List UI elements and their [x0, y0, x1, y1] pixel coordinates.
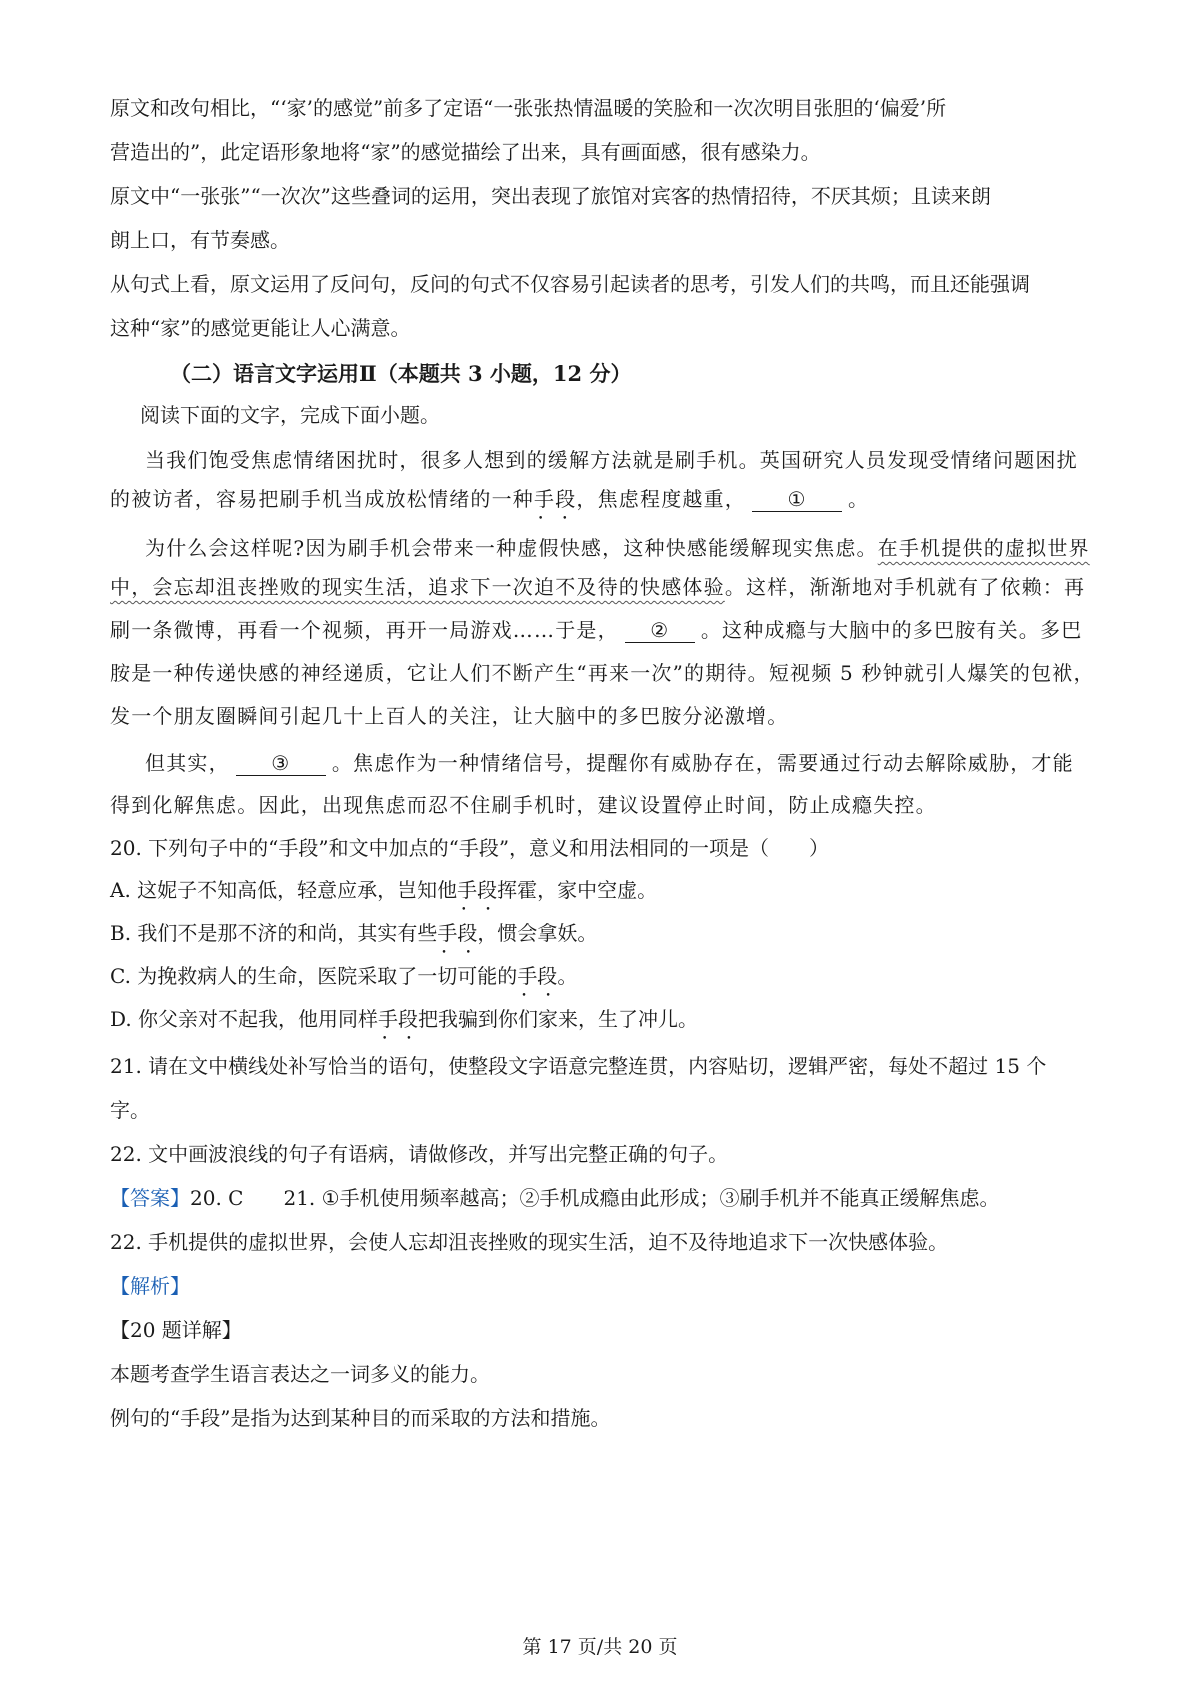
question-20-option-a	[110, 875, 657, 905]
question-20-stem: 20. 下列句子中的“手段”和文中加点的“手段”，意义和用法相同的一项是（ ）	[110, 836, 830, 860]
question-21-line-2: 字。	[110, 1098, 150, 1122]
passage-p2-line-1	[145, 533, 1090, 563]
blank-2: ②	[625, 618, 695, 643]
dotted-keyword: 手段 • •	[534, 484, 576, 514]
answer-line-1	[110, 1183, 1000, 1213]
section-title: （二）语言文字运用Ⅱ（本题共 3 小题，12 分）	[170, 361, 632, 386]
reading-instruction: 阅读下面的文字，完成下面小题。	[140, 403, 440, 427]
explanation-paragraph-3-line-1: 从句式上看，原文运用了反问句，反问的句式不仅容易引起读者的思考，引发人们的共鸣，而且还能强调	[110, 272, 1030, 296]
passage-p2-line-5: 发一个朋友圈瞬间引起几十上百人的关注，让大脑中的多巴胺分泌激增。	[110, 704, 789, 728]
passage-text: ，焦虑程度越重，	[576, 487, 747, 511]
blank-3: ③	[236, 751, 326, 776]
passage-text: 刷一条微博，再看一个视频，再开一局游戏……于是，	[110, 618, 619, 642]
option-text: B. 我们不是那不济的和尚，其实有些	[110, 921, 438, 945]
passage-p2-line-4: 胺是一种传递快感的神经递质，它让人们不断产生“再来一次”的期待。短视频 5 秒钟就引人爆笑的包袱，	[110, 661, 1095, 685]
passage-text: 。这样，渐渐地对手机就有了依赖：再	[724, 575, 1086, 599]
explanation-paragraph-2-line-1: 原文中“一张张”“一次次”这些叠词的运用，突出表现了旅馆对宾客的热情招待，不厌其烦；且读来朗	[110, 184, 991, 208]
dotted-keyword: 手段 • •	[517, 961, 557, 991]
analysis-label: 【解析】	[110, 1274, 190, 1298]
passage-text: 为什么会这样呢?因为刷手机会带来一种虚假快感，这种快感能缓解现实焦虑。	[145, 536, 878, 560]
option-text: ，惯会拿妖。	[477, 921, 598, 945]
passage-p2-line-3	[110, 615, 1082, 645]
passage-p1-line-2	[110, 484, 869, 514]
passage-text: 。	[848, 487, 870, 511]
q20-detail-heading: 【20 题详解】	[110, 1318, 242, 1342]
explanation-paragraph-1-line-2: 营造出的”，此定语形象地将“家”的感觉描绘了出来，具有画面感，很有感染力。	[110, 140, 821, 164]
answer-20: 20. C	[190, 1186, 244, 1210]
question-22: 22. 文中画波浪线的句子有语病，请做修改，并写出完整正确的句子。	[110, 1142, 729, 1166]
passage-p1-line-1: 当我们饱受焦虑情绪困扰时，很多人想到的缓解方法就是刷手机。英国研究人员发现受情绪问题困扰	[145, 448, 1078, 472]
explanation-paragraph-1-line-1: 原文和改句相比，“‘家’的感觉”前多了定语“一张张热情温暖的笑脸和一次次明目张胆的‘偏爱’所	[110, 96, 947, 120]
answer-21: 21. ①手机使用频率越高；②手机成瘾由此形成；③刷手机并不能真正缓解焦虑。	[283, 1186, 1000, 1210]
analysis-line-1: 本题考查学生语言表达之一词多义的能力。	[110, 1362, 490, 1386]
answer-22: 22. 手机提供的虚拟世界，会使人忘却沮丧挫败的现实生活，迫不及待地追求下一次快感体验。	[110, 1230, 949, 1254]
wavy-underlined-sentence: 在手机提供的虚拟世界	[877, 536, 1090, 560]
option-text: 挥霍，家中空虚。	[497, 878, 658, 902]
passage-text: 。这种成瘾与大脑中的多巴胺有关。多巴	[700, 618, 1083, 642]
question-20-option-b	[110, 918, 597, 948]
passage-text: 的被访者，容易把刷手机当成放松情绪的一种	[110, 487, 534, 511]
explanation-paragraph-2-line-2: 朗上口，有节奏感。	[110, 228, 290, 252]
page-footer: 第 17 页/共 20 页	[522, 1636, 678, 1658]
passage-text: 。焦虑作为一种情绪信号，提醒你有威胁存在，需要通过行动去解除威胁，才能	[331, 751, 1074, 775]
analysis-line-2: 例句的“手段”是指为达到某种目的而采取的方法和措施。	[110, 1406, 611, 1430]
dotted-keyword: 手段 • •	[437, 918, 477, 948]
option-text: 。	[557, 964, 578, 988]
option-text: D. 你父亲对不起我，他用同样	[110, 1007, 379, 1031]
blank-1: ①	[752, 487, 842, 512]
question-20-option-c	[110, 961, 577, 991]
passage-p3-line-1	[145, 748, 1074, 778]
question-21-line-1: 21. 请在文中横线处补写恰当的语句，使整段文字语意完整连贯，内容贴切，逻辑严密，每处不超过 15 个	[110, 1054, 1047, 1078]
answer-label: 【答案】	[110, 1186, 190, 1210]
passage-text: 但其实，	[145, 751, 230, 775]
option-text: A. 这妮子不知高低，轻意应承，岂知他	[110, 878, 458, 902]
dotted-keyword: 手段 • •	[457, 875, 497, 905]
option-text: 把我骗到你们家来，生了冲儿。	[418, 1007, 699, 1031]
option-text: C. 为挽救病人的生命，医院采取了一切可能的	[110, 964, 518, 988]
question-20-option-d	[110, 1004, 698, 1034]
explanation-paragraph-3-line-2: 这种“家”的感觉更能让人心满意。	[110, 316, 411, 340]
passage-p2-line-2	[110, 572, 1085, 602]
wavy-underlined-sentence: 中，会忘却沮丧挫败的现实生活，追求下一次迫不及待的快感体验	[110, 575, 725, 599]
passage-p3-line-2: 得到化解焦虑。因此，出现焦虑而忍不住刷手机时，建议设置停止时间，防止成瘾失控。	[110, 793, 937, 817]
dotted-keyword: 手段 • •	[378, 1004, 418, 1034]
